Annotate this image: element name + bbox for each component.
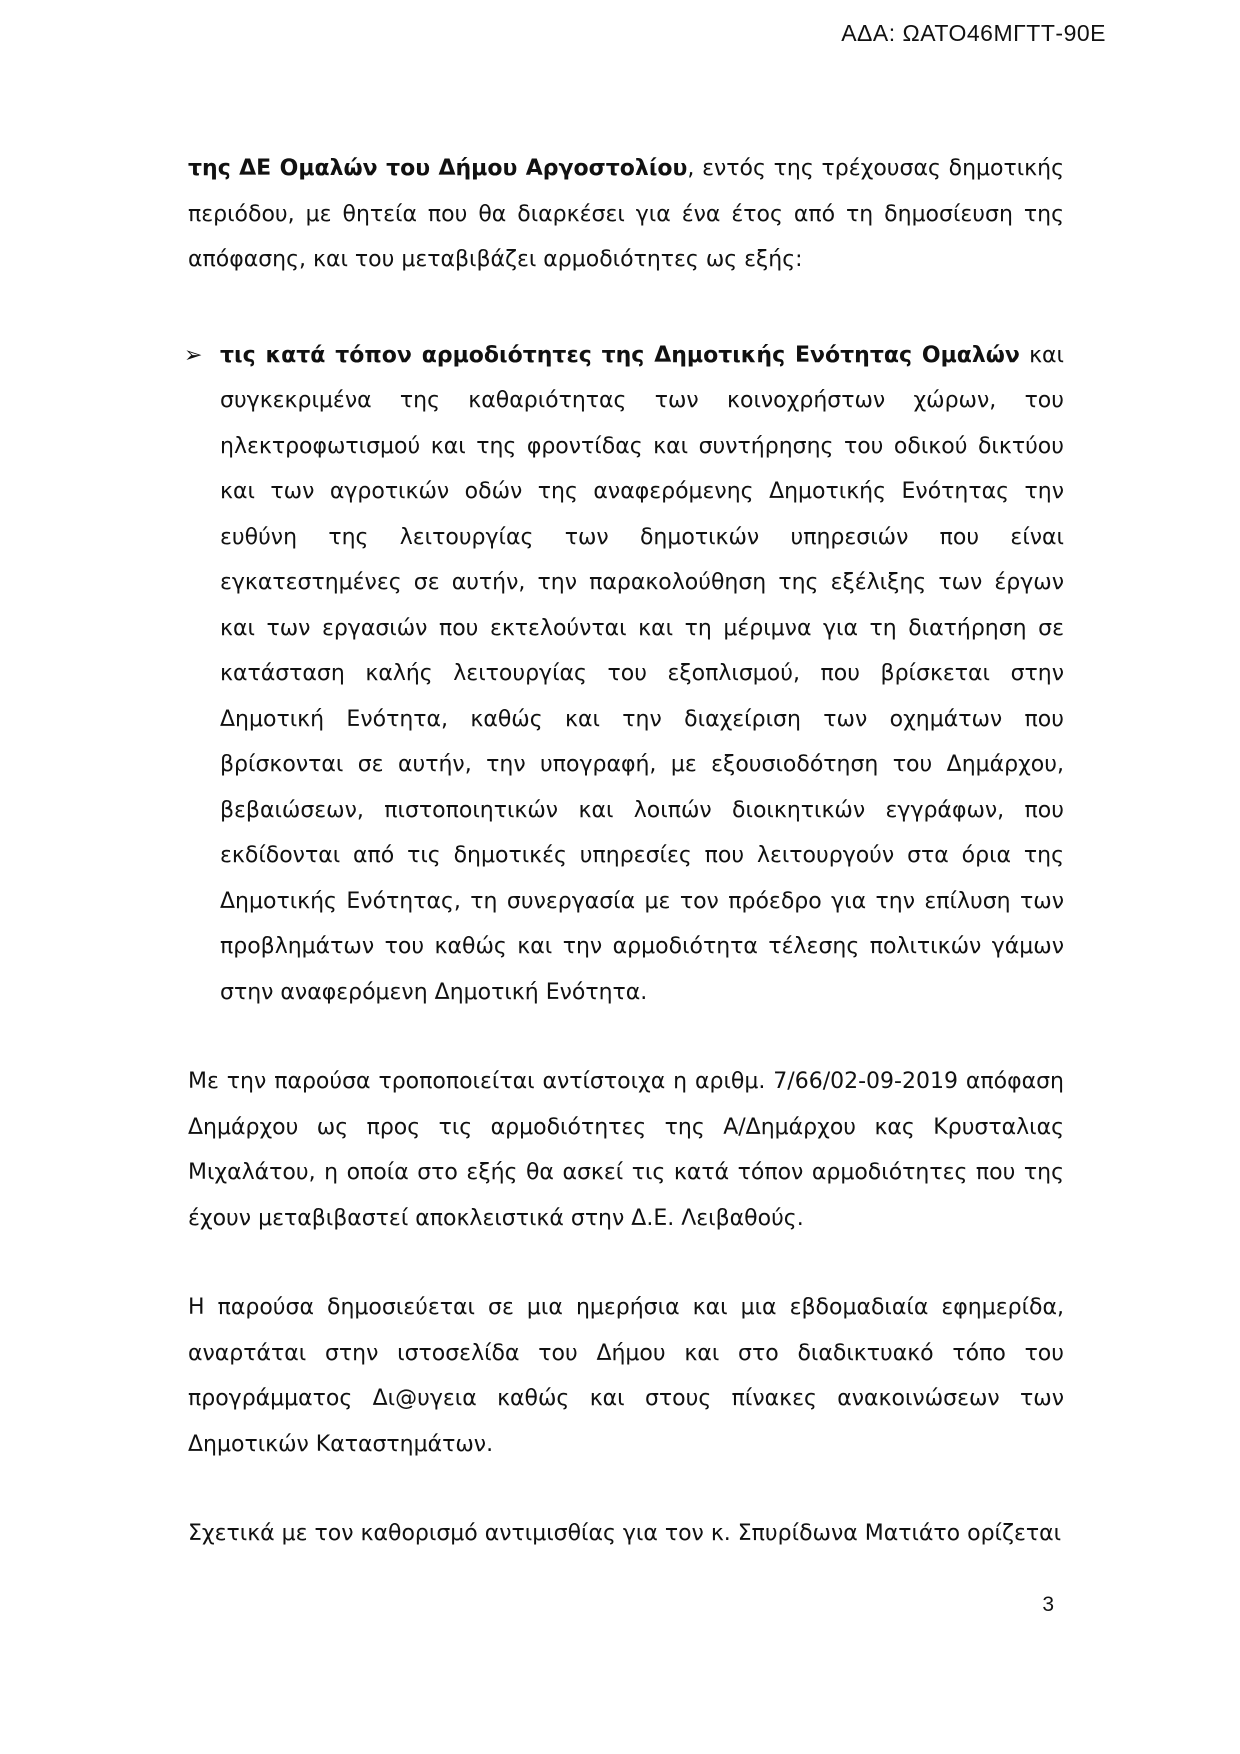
arrow-bullet-icon: ➢ <box>184 342 203 368</box>
page-number: 3 <box>1042 1593 1054 1616</box>
salary-paragraph: Σχετικά με τον καθορισμό αντιμισθίας για τον κ. Σπυρίδωνα Ματιάτο ορίζεται <box>188 1521 1062 1546</box>
bullet-bold-text: τις κατά τόπον αρμοδιότητες της Δημοτικής Ενότητας Ομαλών <box>220 342 1020 368</box>
bullet-paragraph <box>220 333 1064 1016</box>
lead-text: , εντός της τρέχουσας δημοτικής περιόδου, με θητεία που θα διαρκέσει για ένα έτος από τη δημοσίευση της απόφασης, και του μεταβιβάζει αρμοδιότητες ως εξής: <box>188 156 1064 272</box>
bullet-item <box>184 333 1065 1016</box>
amendment-paragraph: Με την παρούσα τροποποιείται αντίστοιχα η αριθμ. 7/66/02-09-2019 απόφαση Δημάρχου ως προς τις αρμοδιότητες της Α/Δημάρχου κας Κρυσταλιας Μιχαλάτου, η οποία στο εξής θα ασκεί τις κατά τόπον αρμοδιότητες που της έχουν μεταβιβαστεί αποκλειστικά στην Δ.Ε. Λειβαθούς. <box>188 1069 1064 1231</box>
lead-bold-text: της ΔΕ Ομαλών του Δήμου Αργοστολίου <box>188 156 688 181</box>
bullet-text: και συγκεκριμένα της καθαριότητας των κοινοχρήστων χώρων, του ηλεκτροφωτισμού και της φροντίδας και συντήρησης του οδικού δικτύου και των αγροτικών οδών της αναφερόμενης Δημοτικής Ενότητας την ευθύνη της λειτουργίας των δημοτικών υπηρεσιών που είναι εγκατεστημένες σε αυτήν, την παρακολούθηση της εξέλιξης των έργων και των εργασιών που εκτελούνται και τη μέριμνα για τη διατήρηση σε κατάσταση καλής λειτουργίας του εξοπλισμού, που βρίσκεται στην Δημοτική Ενότητα, καθώς και την διαχείριση των οχημάτων που βρίσκονται σε αυτήν, την υπογραφή, με εξουσιοδότηση του Δημάρχου, βεβαιώσεων, πιστοποιητικών και λοιπών διοικητικών εγγράφων, που εκδίδονται από τις δημοτικές υπηρεσίες που λειτουργούν στα όρια της Δημοτικής Ενότητας, τη συνεργασία με τον πρόεδρο για την επίλυση των προβλημάτων του καθώς και την αρμοδιότητα τέλεσης πολιτικών γάμων στην αναφερόμενη Δημοτική Ενότητα. <box>220 342 1065 1005</box>
document-body <box>184 146 1065 1557</box>
publication-paragraph: Η παρούσα δημοσιεύεται σε μια ημερήσια και μια εβδομαδιαία εφημερίδα, αναρτάται στην ιστοσελίδα του Δήμου και στο διαδικτυακό τόπο του προγράμματος Δι@υγεια καθώς και στους πίνακες ανακοινώσεων των Δημοτικών Καταστημάτων. <box>188 1295 1064 1457</box>
lead-paragraph <box>188 146 1064 283</box>
ada-code: ΑΔΑ: ΩΑΤΟ46ΜΓΤΤ-90Ε <box>841 20 1106 46</box>
